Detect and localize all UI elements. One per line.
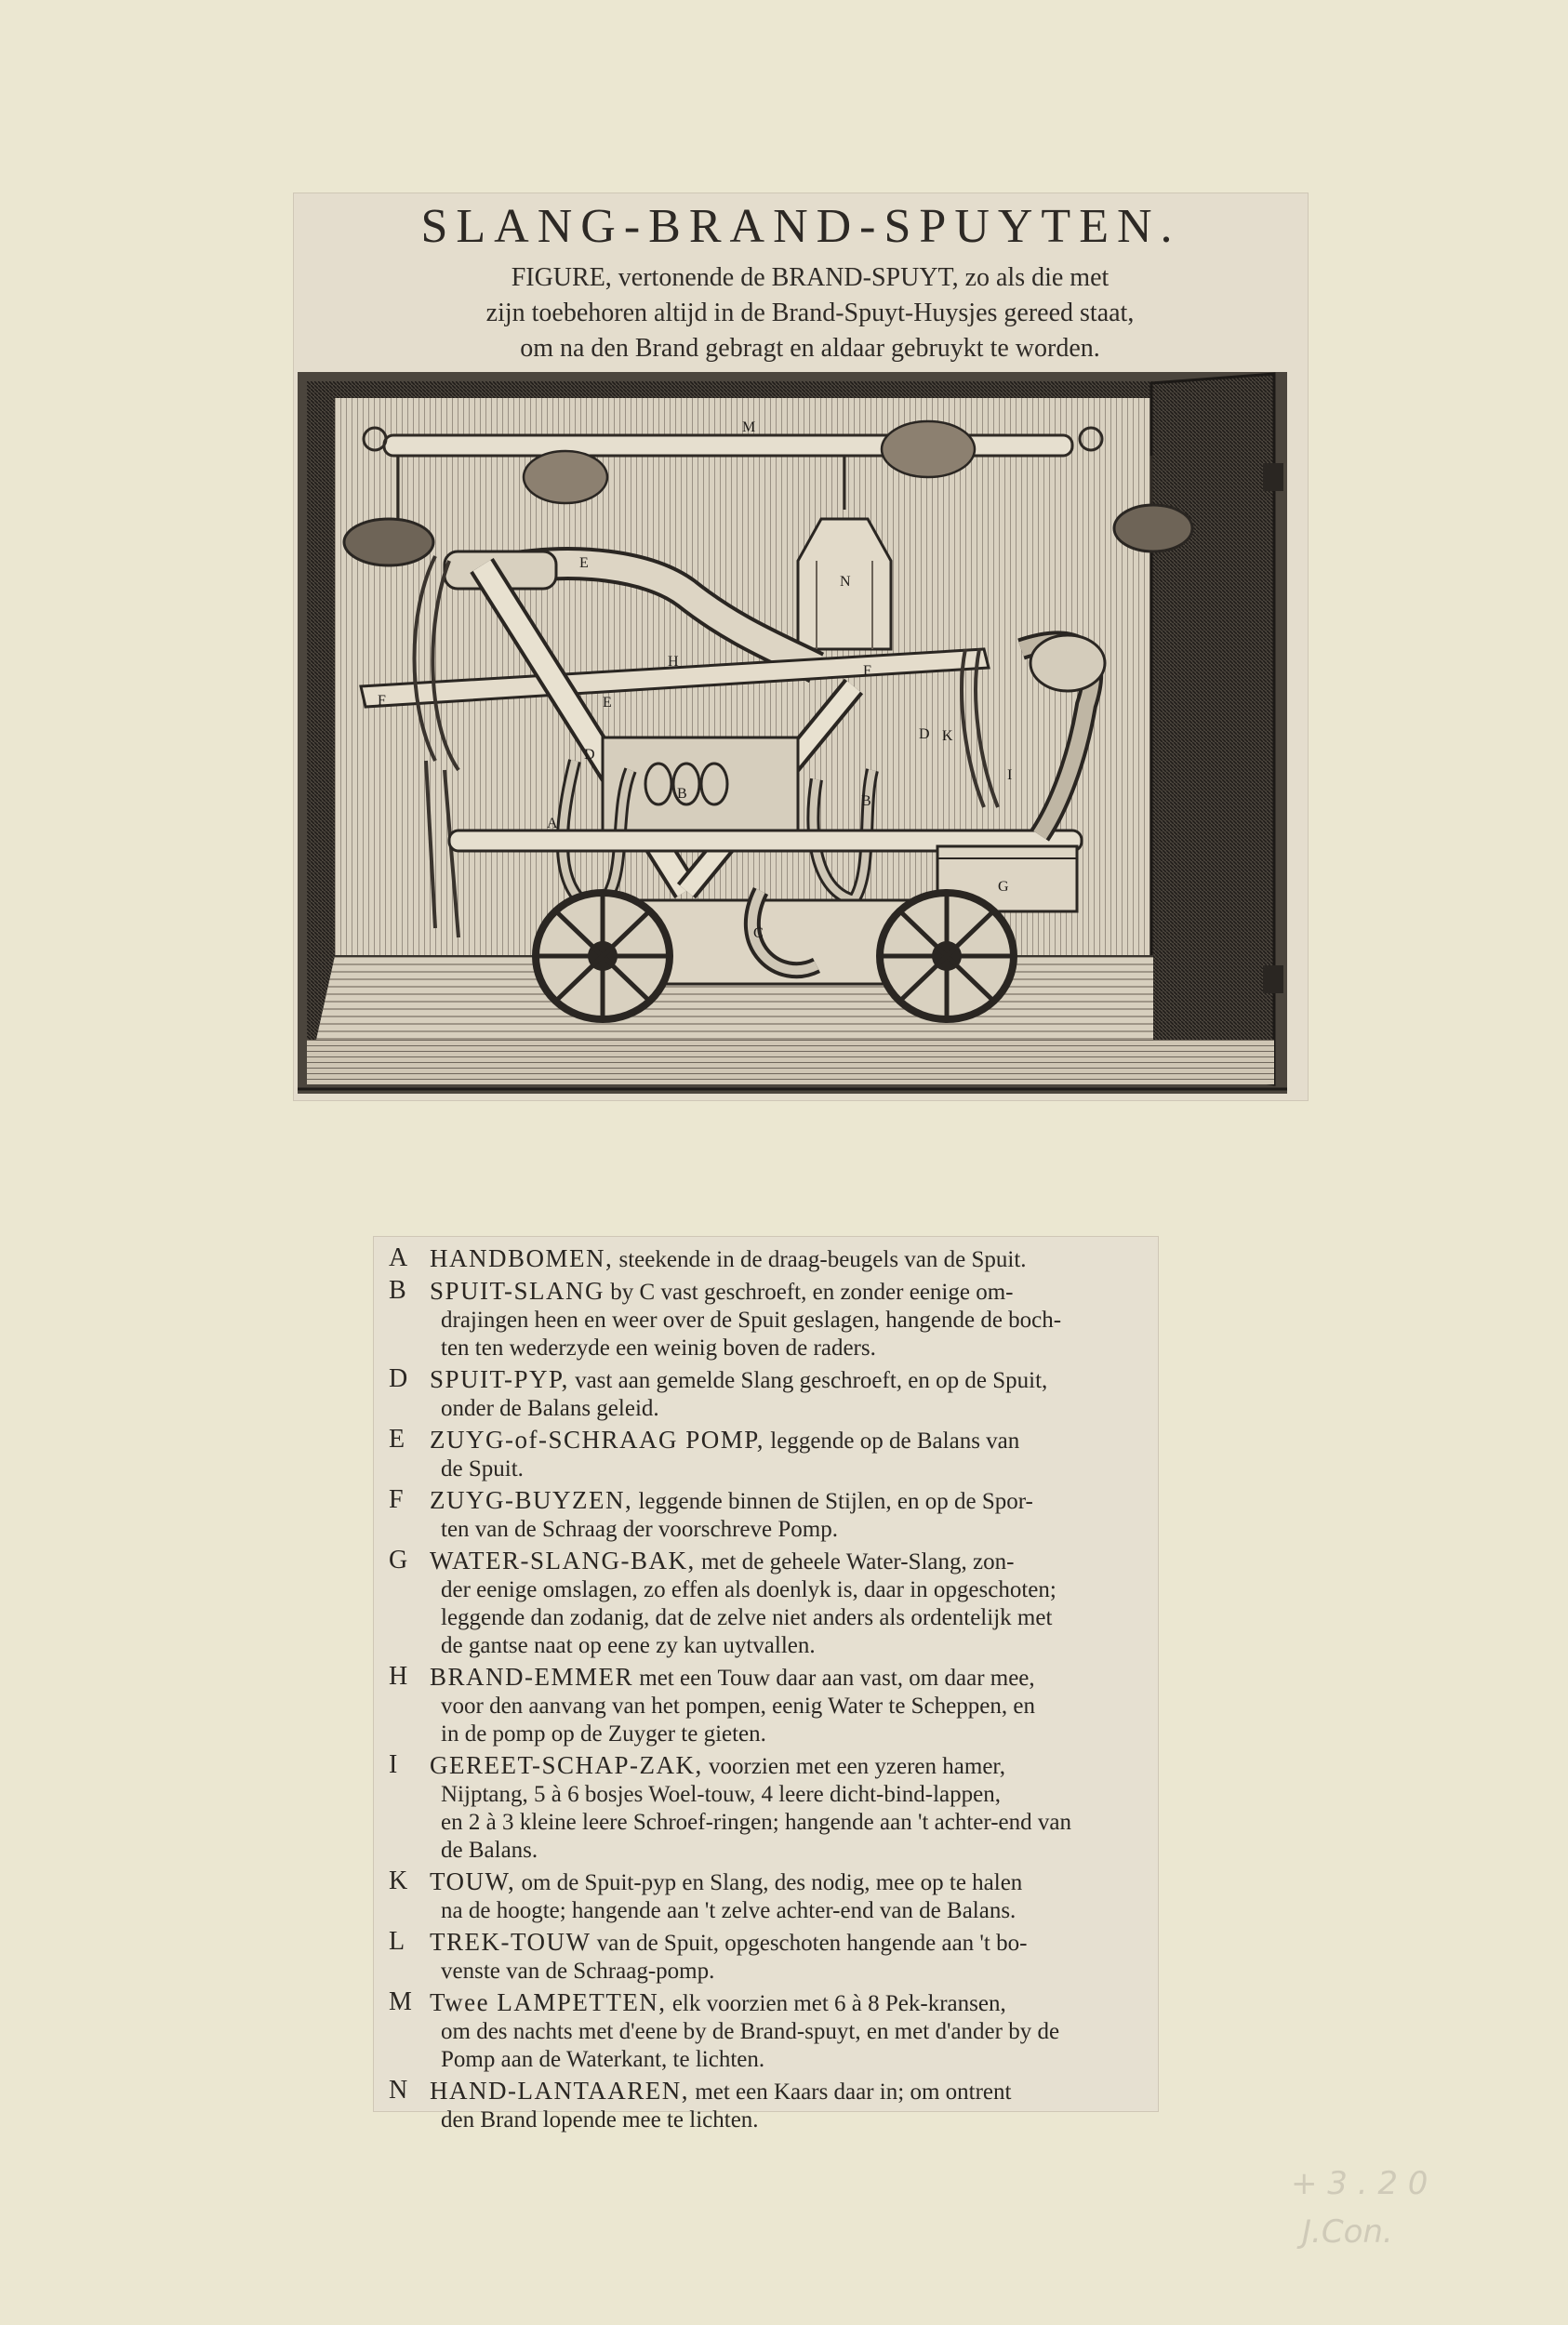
legend-entry-h: [381, 1663, 1149, 1748]
legend-line: [430, 2046, 1149, 2074]
legend-letter: E: [389, 1425, 405, 1454]
legend-text: de gantse naat op eene zy kan uytvallen.: [441, 1633, 816, 1658]
legend-line: [430, 1693, 1149, 1720]
legend-text: steekende in de draag-beugels van de Spuit.: [618, 1247, 1027, 1272]
print-title: SLANG-BRAND-SPUYTEN.: [420, 200, 1181, 253]
legend-line: [430, 1663, 1149, 1693]
plate-label-b-right: B: [861, 793, 871, 809]
legend-letter: A: [389, 1243, 408, 1272]
legend-entry-d: [381, 1365, 1149, 1423]
legend-keyword: ZUYG-BUYZEN,: [430, 1486, 633, 1514]
legend-text: met de geheele Water-Slang, zon-: [700, 1549, 1015, 1574]
legend-letter: F: [389, 1485, 404, 1514]
legend-text: leggende op de Balans van: [770, 1428, 1020, 1454]
legend-line: [430, 1365, 1149, 1395]
legend-text: den Brand lopende mee te lichten.: [441, 2107, 759, 2132]
plate-label-g: G: [998, 879, 1009, 895]
legend-text: drajingen heen en weer over de Spuit geslagen, hangende de boch-: [441, 1308, 1062, 1333]
legend-line: [430, 1781, 1149, 1809]
legend-line: [430, 1486, 1149, 1516]
legend-text: om de Spuit-pyp en Slang, des nodig, mee op te halen: [521, 1870, 1023, 1895]
legend-letter: M: [389, 1987, 412, 2016]
legend-line: [430, 2106, 1149, 2134]
legend-keyword: BRAND-EMMER: [430, 1663, 634, 1691]
legend-text: de Spuit.: [441, 1456, 524, 1481]
legend-keyword: SPUIT-SLANG: [430, 1277, 605, 1305]
plate-label-k: K: [942, 728, 953, 744]
legend-line: [430, 1928, 1149, 1958]
legend-line: [430, 1547, 1149, 1576]
plate-label-n: N: [840, 574, 851, 590]
pencil-inventory-mark-2: J.Con.: [1302, 2213, 1393, 2251]
legend-text: en 2 à 3 kleine leere Schroef-ringen; hangende aan 't achter-end van: [441, 1810, 1071, 1835]
legend-letter: N: [389, 2076, 408, 2105]
legend-keyword: GEREET-SCHAP-ZAK,: [430, 1751, 703, 1779]
engraved-plate: [296, 370, 1289, 1096]
legend-line: [430, 1988, 1149, 2018]
legend-entry-k: [381, 1867, 1149, 1925]
legend-line: [430, 1897, 1149, 1925]
legend-letter: G: [389, 1546, 408, 1574]
subtitle-line-1: FIGURE, vertonende de BRAND-SPUYT, zo als die met: [511, 263, 1110, 292]
legend-text: met een Touw daar aan vast, om daar mee,: [639, 1666, 1035, 1691]
legend-line: [430, 1604, 1149, 1632]
legend-text: voor den aanvang van het pompen, eenig Water te Scheppen, en: [441, 1694, 1035, 1719]
legend-text: elk voorzien met 6 à 8 Pek-kransen,: [671, 1991, 1006, 2016]
legend-line: [430, 1751, 1149, 1781]
plate-label-m: M: [742, 419, 756, 435]
pencil-inventory-mark: + 3 . 2 0: [1291, 2165, 1428, 2202]
legend-entry-l: [381, 1928, 1149, 1986]
plate-label-d: D: [584, 747, 595, 763]
subtitle-line-3: om na den Brand gebragt en aldaar gebruykt te worden.: [520, 334, 1100, 363]
legend-entry-e: [381, 1426, 1149, 1483]
legend-text: na de hoogte; hangende aan 't zelve achter-end van de Balans.: [441, 1898, 1017, 1923]
legend-line: [430, 1426, 1149, 1455]
legend-text: in de pomp op de Zuyger te gieten.: [441, 1721, 766, 1747]
legend-text: leggende binnen de Stijlen, en op de Spor-: [638, 1489, 1033, 1514]
legend-line: [430, 2077, 1149, 2106]
legend-line: [430, 1809, 1149, 1837]
legend-keyword: HANDBOMEN,: [430, 1244, 614, 1272]
legend-entry-m: [381, 1988, 1149, 2074]
legend-text: by C vast geschroeft, en zonder eenige om-: [610, 1280, 1014, 1305]
legend-entry-b: [381, 1277, 1149, 1362]
legend-line: [430, 1720, 1149, 1748]
fire-engine-illustration: [296, 370, 1289, 1096]
subtitle-line-2: zijn toebehoren altijd in de Brand-Spuyt-Huysjes gereed staat,: [485, 299, 1135, 327]
plate-label-f: F: [378, 693, 386, 709]
legend-text: met een Kaars daar in; om ontrent: [695, 2079, 1012, 2105]
legend-text: ten ten wederzyde een weinig boven de raders.: [441, 1335, 876, 1361]
engraving-print: [294, 193, 1308, 1100]
title-block: [294, 193, 1308, 365]
legend-text: ten van de Schraag der voorschreve Pomp.: [441, 1517, 838, 1542]
legend-text: vast aan gemelde Slang geschroeft, en op de Spuit,: [575, 1368, 1048, 1393]
legend-letter: B: [389, 1276, 406, 1305]
legend-entry-f: [381, 1486, 1149, 1544]
legend-keyword: ZUYG-of-SCHRAAG POMP,: [430, 1426, 765, 1454]
legend-text: Pomp aan de Waterkant, te lichten.: [441, 2047, 765, 2072]
legend-line: [430, 1244, 1149, 1274]
legend-line: [430, 1307, 1149, 1335]
print-subtitle: [378, 260, 1242, 366]
legend-line: [430, 1867, 1149, 1897]
plate-label-b: B: [677, 786, 687, 802]
legend-text: voorzien met een yzeren hamer,: [709, 1754, 1005, 1779]
legend-line: [430, 1277, 1149, 1307]
legend-text: Nijptang, 5 à 6 bosjes Woel-touw, 4 leere dicht-bind-lappen,: [441, 1782, 1002, 1807]
legend-line: [430, 1576, 1149, 1604]
legend-entry-a: [381, 1244, 1149, 1274]
plate-label-f-right: F: [863, 663, 871, 679]
plate-label-e-top: E: [579, 555, 589, 571]
legend-line: [430, 1516, 1149, 1544]
legend-list: [381, 1244, 1149, 2137]
legend-text: van de Spuit, opgeschoten hangende aan 't bo-: [596, 1931, 1028, 1956]
plate-label-i: I: [1007, 767, 1013, 783]
plate-label-c: C: [753, 925, 764, 941]
legend-text: om des nachts met d'eene by de Brand-spuyt, en met d'ander by de: [441, 2019, 1060, 2044]
legend-keyword: SPUIT-PYP,: [430, 1365, 569, 1393]
legend-line: [430, 1455, 1149, 1483]
legend-text: de Balans.: [441, 1838, 538, 1863]
legend-letter: D: [389, 1364, 408, 1393]
legend-entry-n: [381, 2077, 1149, 2134]
legend-line: [430, 1335, 1149, 1362]
legend-letter: L: [389, 1927, 405, 1956]
legend-keyword: TREK-TOUW: [430, 1928, 591, 1956]
legend-print: [374, 1237, 1158, 2132]
rear-wheel: [880, 893, 1014, 1019]
legend-line: [430, 1837, 1149, 1865]
legend-letter: K: [389, 1867, 408, 1895]
legend-letter: I: [389, 1750, 398, 1779]
plate-label-e: E: [603, 695, 612, 711]
legend-text: onder de Balans geleid.: [441, 1396, 659, 1421]
legend-letter: H: [389, 1662, 408, 1691]
legend-line: [430, 1958, 1149, 1986]
legend-keyword: HAND-LANTAAREN,: [430, 2077, 690, 2105]
legend-text: venste van de Schraag-pomp.: [441, 1959, 715, 1984]
legend-text: leggende dan zodanig, dat de zelve niet anders als ordentelijk met: [441, 1605, 1053, 1630]
legend-entry-g: [381, 1547, 1149, 1660]
plate-label-h: H: [668, 654, 679, 670]
legend-keyword: Twee LAMPETTEN,: [430, 1988, 667, 2016]
plate-label-d-right: D: [919, 726, 930, 742]
legend-keyword: TOUW,: [430, 1867, 516, 1895]
legend-text: der eenige omslagen, zo effen als doenlyk is, daar in opgeschoten;: [441, 1577, 1056, 1602]
legend-keyword: WATER-SLANG-BAK,: [430, 1547, 696, 1574]
legend-entry-i: [381, 1751, 1149, 1865]
legend-line: [430, 1632, 1149, 1660]
legend-line: [430, 1395, 1149, 1423]
plate-label-a: A: [547, 816, 558, 831]
legend-line: [430, 2018, 1149, 2046]
front-wheel: [536, 893, 670, 1019]
